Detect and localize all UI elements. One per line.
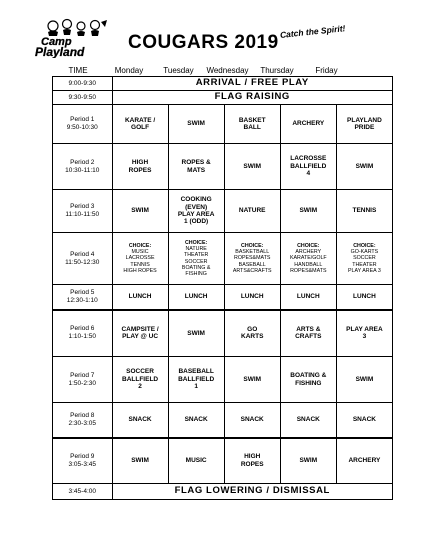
- table-row: [53, 357, 393, 403]
- activity-line: LACROSSE: [125, 255, 155, 262]
- activity-cell-tuesday: [168, 190, 224, 233]
- time-label: 11:50-12:30: [65, 258, 100, 266]
- activity-line: (EVEN): [185, 203, 208, 211]
- activity-line: HIGH ROPES: [123, 267, 157, 274]
- activity-cell-thursday: [280, 233, 336, 285]
- activity-line: BALLFIELD: [122, 375, 159, 383]
- activity-line: BASEBALL: [178, 368, 214, 376]
- activity-line: ARCHERY: [295, 249, 322, 256]
- activity-line: SOCCER: [353, 255, 376, 262]
- activity-line: SWIM: [131, 207, 149, 215]
- activity-cell-wednesday: [224, 285, 280, 310]
- time-label: 3:05-3:45: [68, 460, 96, 468]
- logo-line2: Playland: [35, 45, 85, 58]
- activity-line: ARTS &: [296, 325, 321, 333]
- time-label: 12:30-1:10: [66, 296, 98, 304]
- activity-line: KARATE/GOLF: [289, 255, 327, 262]
- activity-line: CAMPSITE /: [121, 325, 159, 333]
- activity-line: MUSIC: [131, 249, 149, 256]
- activity-cell-monday: [112, 233, 168, 285]
- activity-line: ARTS&CRAFTS: [232, 267, 272, 274]
- activity-cell-tuesday: [168, 310, 224, 357]
- activity-line: SNACK: [296, 416, 320, 424]
- activity-cell-thursday: [280, 144, 336, 190]
- activity-line: HIGH: [131, 159, 149, 167]
- activity-line: SWIM: [131, 457, 149, 465]
- activity-cell-wednesday: [224, 438, 280, 484]
- activity-cell-friday: [336, 310, 392, 357]
- activity-line: THEATER: [183, 252, 209, 259]
- activity-line: SWIM: [299, 457, 318, 465]
- col-header-wednesday: Wednesday: [206, 66, 249, 75]
- activity-cell-tuesday: [168, 357, 224, 403]
- activity-line: ROPES: [128, 166, 152, 174]
- activity-cell-friday: [336, 105, 392, 144]
- time-label: Period 5: [70, 288, 95, 296]
- activity-cell-wednesday: [224, 310, 280, 357]
- activity-line: CHOICE:: [128, 243, 152, 250]
- activity-line: SWIM: [243, 162, 262, 170]
- activity-cell-friday: [336, 190, 392, 233]
- time-label: 1:10-1:50: [68, 333, 96, 341]
- activity-line: FISHING: [295, 379, 322, 387]
- activity-cell-tuesday: [168, 438, 224, 484]
- col-header-monday: Monday: [114, 66, 144, 75]
- activity-cell-friday: [336, 144, 392, 190]
- time-label: Period 9: [70, 452, 95, 460]
- activity-line: GO-KARTS: [350, 249, 379, 256]
- activity-line: 3: [362, 333, 367, 341]
- column-headers: [52, 66, 392, 76]
- time-cell: [53, 357, 113, 403]
- table-row: [53, 91, 393, 105]
- time-cell: [53, 105, 113, 144]
- activity-line: LUNCH: [184, 293, 208, 301]
- activity-line: FISHING: [185, 270, 207, 277]
- activity-cell-wednesday: [224, 190, 280, 233]
- table-row: [53, 310, 393, 357]
- activity-line: LUNCH: [353, 293, 376, 301]
- activity-cell-thursday: [280, 310, 336, 357]
- activity-line: CHOICE:: [297, 243, 320, 250]
- activity-cell-monday: [112, 190, 168, 233]
- table-row: [53, 190, 393, 233]
- activity-line: SWIM: [243, 375, 262, 383]
- time-cell: [53, 285, 113, 310]
- activity-cell-tuesday: [168, 233, 224, 285]
- activity-line: BALLFIELD: [178, 375, 215, 383]
- col-header-friday: Friday: [315, 66, 338, 75]
- activity-line: CHOICE:: [241, 243, 264, 250]
- activity-cell-wednesday: [224, 357, 280, 403]
- page-title: COUGARS 2019: [128, 32, 279, 53]
- camp-playland-logo: [33, 18, 115, 58]
- time-cell: [53, 144, 113, 190]
- activity-line: ROPES&MATS: [290, 267, 327, 274]
- logo-graphic: [33, 18, 115, 58]
- activity-cell-monday: [112, 403, 168, 438]
- activity-line: PLAY AREA 3: [348, 267, 381, 274]
- time-label: 9:30-9:50: [68, 93, 96, 101]
- activity-line: LUNCH: [128, 293, 152, 301]
- time-cell: [53, 403, 113, 438]
- table-row: [53, 403, 393, 438]
- time-label: Period 1: [70, 116, 95, 124]
- activity-line: GO: [247, 325, 258, 333]
- activity-line: BOATING &: [290, 372, 327, 380]
- activity-cell-wednesday: [224, 403, 280, 438]
- time-label: 9:00-9:30: [68, 79, 96, 87]
- activity-line: SOCCER: [126, 368, 154, 376]
- time-label: 3:45-4:00: [68, 487, 96, 495]
- activity-cell-tuesday: [168, 403, 224, 438]
- activity-cell-monday: [112, 310, 168, 357]
- activity-cell-monday: [112, 105, 168, 144]
- activity-line: NATURE: [185, 246, 207, 253]
- activity-line: PLAY AREA: [177, 211, 215, 218]
- schedule-table: [52, 76, 393, 500]
- activity-line: ROPES: [240, 460, 264, 468]
- activity-line: CHOICE:: [353, 243, 376, 250]
- activity-cell-friday: [336, 357, 392, 403]
- activity-cell-monday: [112, 438, 168, 484]
- time-label: 2:30-3:05: [68, 419, 96, 427]
- activity-cell-wednesday: [224, 144, 280, 190]
- activity-cell-thursday: [280, 438, 336, 484]
- activity-line: PLAYLAND: [347, 116, 382, 124]
- time-cell: [53, 484, 113, 500]
- activity-line: THEATER: [352, 261, 377, 268]
- table-row: [53, 105, 393, 144]
- activity-line: KARATE /: [124, 116, 156, 124]
- activity-cell-monday: [112, 144, 168, 190]
- activity-cell-thursday: [280, 105, 336, 144]
- activity-line: SNACK: [128, 416, 152, 424]
- activity-cell-monday: [112, 357, 168, 403]
- activity-cell-thursday: [280, 357, 336, 403]
- table-row: [53, 484, 393, 500]
- activity-line: 4: [306, 170, 311, 178]
- activity-line: BASKET: [238, 116, 266, 124]
- activity-line: PLAY @ UC: [122, 333, 159, 341]
- activity-line: CHOICE:: [184, 240, 208, 247]
- activity-line: TENNIS: [352, 207, 377, 215]
- table-row: [53, 438, 393, 484]
- time-cell: [53, 438, 113, 484]
- time-cell: [53, 310, 113, 357]
- activity-cell-monday: [112, 285, 168, 310]
- time-label: 10:30-11:10: [65, 166, 100, 174]
- activity-cell-thursday: [280, 190, 336, 233]
- activity-line: SNACK: [184, 416, 208, 424]
- col-header-tuesday: Tuesday: [163, 66, 194, 75]
- activity-line: 1 (ODD): [184, 218, 209, 226]
- time-label: Period 4: [70, 250, 95, 258]
- activity-line: COOKING: [180, 196, 212, 204]
- activity-line: SWIM: [187, 329, 205, 337]
- table-row: [53, 233, 393, 285]
- time-cell: [53, 233, 113, 285]
- table-row: [53, 144, 393, 190]
- activity-cell-tuesday: [168, 105, 224, 144]
- activity-line: SNACK: [352, 416, 376, 424]
- table-row: [53, 77, 393, 91]
- col-header-time: TIME: [68, 66, 88, 75]
- time-cell: [53, 190, 113, 233]
- activity-line: NATURE: [238, 207, 266, 215]
- activity-line: PLAY AREA: [346, 325, 383, 333]
- activity-line: TENNIS: [130, 261, 150, 268]
- time-label: Period 2: [70, 158, 95, 166]
- activity-cell-thursday: [280, 403, 336, 438]
- time-cell: [53, 91, 113, 105]
- activity-line: MUSIC: [185, 457, 207, 465]
- all-day-activity: FLAG RAISING: [112, 91, 392, 105]
- logo-line1: Camp: [41, 36, 72, 48]
- table-row: [53, 285, 393, 310]
- activity-line: MATS: [187, 166, 206, 174]
- activity-cell-thursday: [280, 285, 336, 310]
- activity-line: ARCHERY: [292, 120, 325, 128]
- activity-line: LUNCH: [296, 293, 320, 301]
- time-label: Period 7: [70, 371, 95, 379]
- activity-cell-friday: [336, 438, 392, 484]
- activity-line: SWIM: [355, 375, 374, 383]
- activity-line: SWIM: [355, 162, 374, 170]
- activity-cell-friday: [336, 403, 392, 438]
- time-label: 11:10-11:50: [65, 211, 100, 218]
- activity-line: BALLFIELD: [290, 162, 327, 170]
- activity-line: BASEBALL: [238, 261, 266, 268]
- col-header-thursday: Thursday: [260, 66, 294, 75]
- activity-line: 2: [138, 383, 142, 391]
- activity-line: HANDBALL: [294, 261, 323, 268]
- activity-cell-wednesday: [224, 233, 280, 285]
- activity-cell-tuesday: [168, 285, 224, 310]
- time-label: 9:50-10:30: [66, 124, 98, 131]
- activity-line: LUNCH: [240, 293, 264, 301]
- activity-line: CRAFTS: [295, 333, 322, 341]
- activity-line: SOCCER: [184, 258, 208, 265]
- tagline: Catch the Spirit!: [279, 23, 346, 40]
- activity-line: SWIM: [299, 207, 318, 215]
- activity-line: SNACK: [240, 416, 264, 424]
- activity-line: LACROSSE: [290, 155, 327, 163]
- activity-line: ROPES &: [181, 159, 211, 167]
- activity-line: BASKETBALL: [235, 249, 270, 256]
- activity-line: HIGH: [244, 453, 261, 461]
- activity-cell-friday: [336, 233, 392, 285]
- activity-cell-wednesday: [224, 105, 280, 144]
- time-label: Period 3: [70, 203, 95, 211]
- activity-line: 1: [194, 383, 198, 391]
- activity-line: BALL: [243, 124, 261, 131]
- time-label: Period 8: [70, 411, 95, 419]
- all-day-activity: FLAG LOWERING / DISMISSAL: [112, 484, 392, 500]
- activity-cell-friday: [336, 285, 392, 310]
- time-cell: [53, 77, 113, 91]
- activity-cell-tuesday: [168, 144, 224, 190]
- activity-line: PRIDE: [354, 124, 375, 131]
- activity-line: ROPES&MATS: [234, 255, 271, 262]
- time-label: 1:50-2:30: [68, 379, 96, 387]
- activity-line: GOLF: [131, 124, 150, 131]
- activity-line: BOATING &: [181, 264, 211, 271]
- time-label: Period 6: [70, 325, 95, 333]
- activity-line: KARTS: [241, 333, 264, 341]
- all-day-activity: ARRIVAL / FREE PLAY: [112, 77, 392, 91]
- activity-line: ARCHERY: [348, 457, 381, 465]
- activity-line: SWIM: [187, 120, 205, 128]
